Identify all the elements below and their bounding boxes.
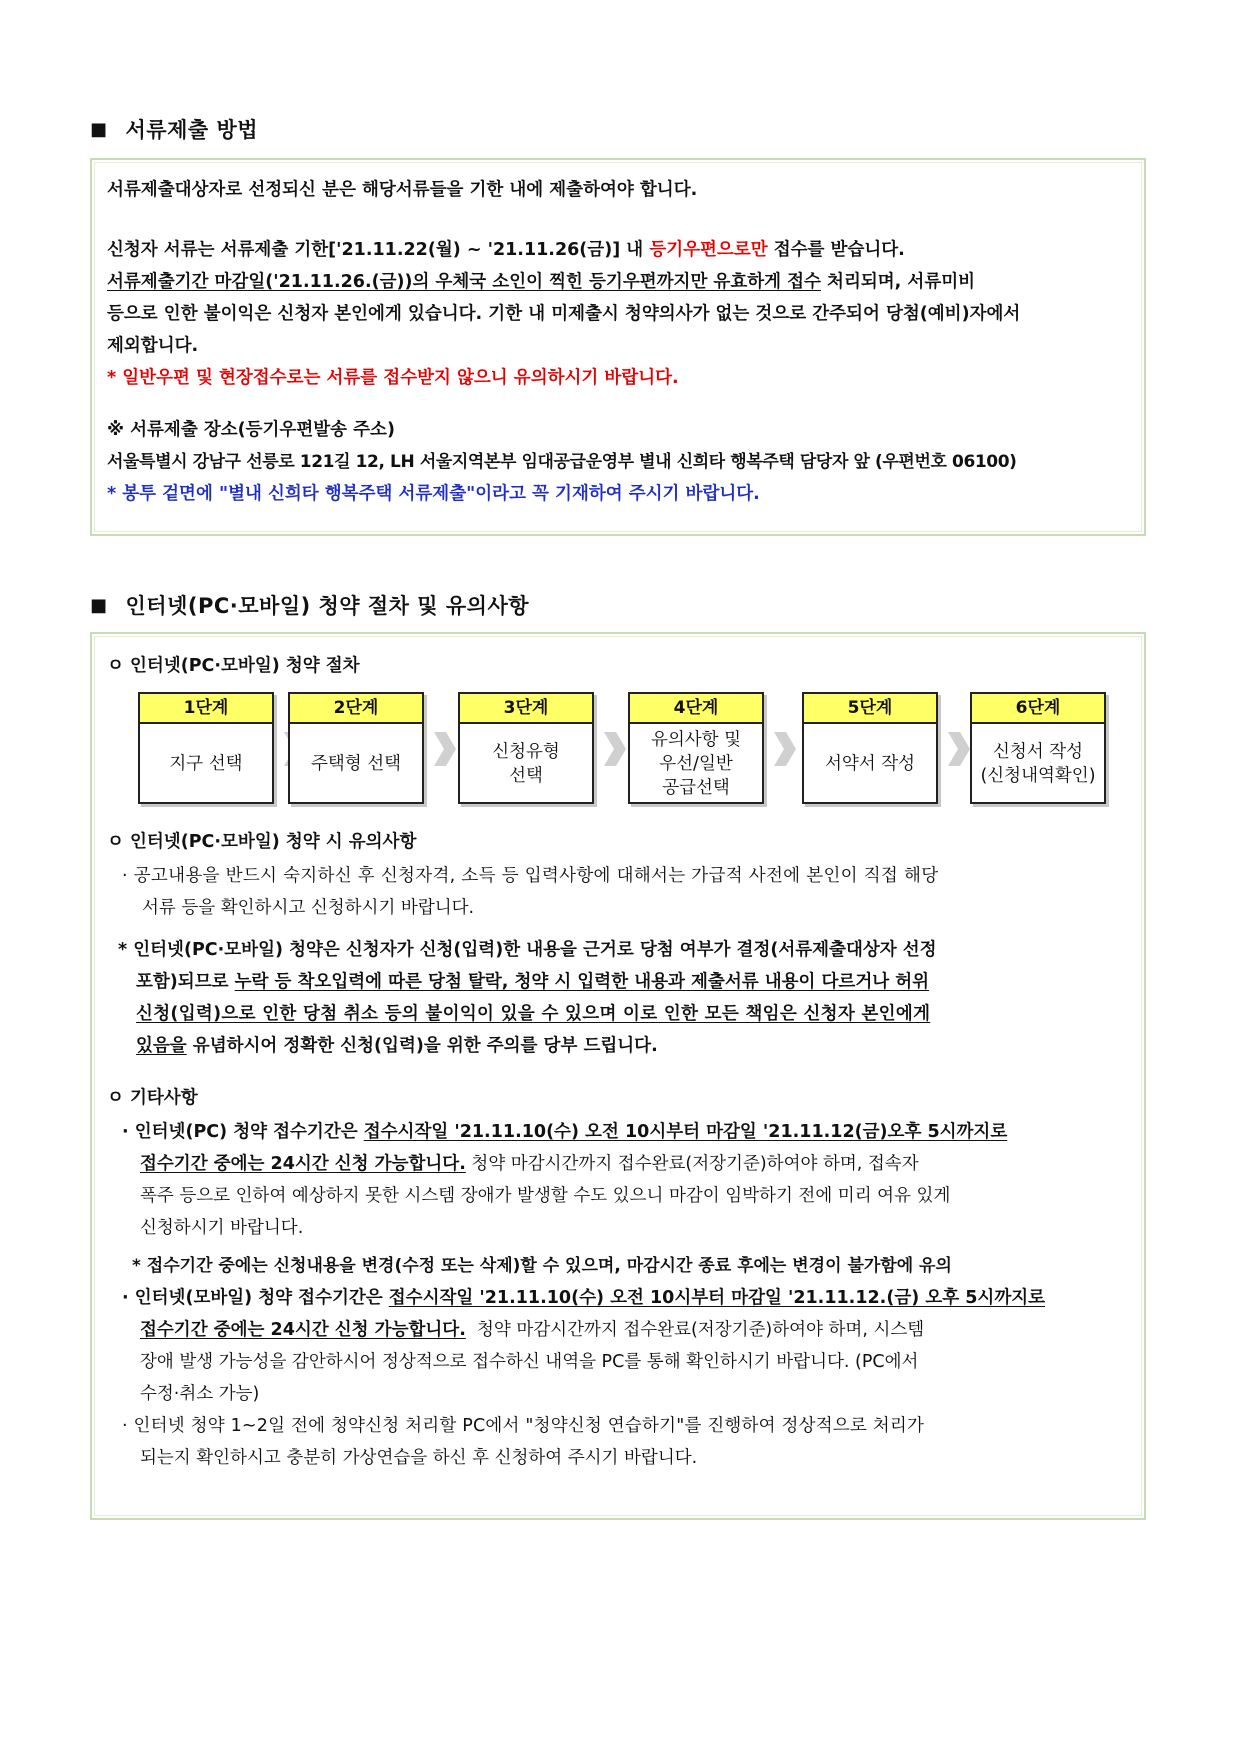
etc-1-line-2: 접수기간 중에는 24시간 신청 가능합니다. 청약 마감시간까지 접수완료(저장기준)하여야 하며, 접속자 bbox=[140, 1154, 919, 1174]
step-6 bbox=[970, 692, 1106, 804]
section-heading-document-submission bbox=[90, 114, 258, 144]
submission-penalty-line: 등으로 인한 불이익은 신청자 본인에게 있습니다. 기한 내 미제출시 청약의사가 없는 것으로 간주되어 당첨(예비)자에서 bbox=[107, 304, 1021, 324]
caution-subtitle: ㅇ 인터넷(PC·모바일) 청약 시 유의사항 bbox=[107, 832, 417, 852]
submission-validity: 서류제출기간 마감일('21.11.26.(금))의 우체국 소인이 찍힌 등기우편까지만 유효하게 접수 처리되며, 서류미비 bbox=[107, 272, 976, 292]
etc-change-note: * 접수기간 중에는 신청내용을 변경(수정 또는 삭제)할 수 있으며, 마감시간 종료 후에는 변경이 불가함에 유의 bbox=[132, 1256, 952, 1276]
section-title: 인터넷(PC·모바일) 청약 절차 및 유의사항 bbox=[125, 594, 530, 618]
etc-2-line-3: 장애 발생 가능성을 감안하시어 정상적으로 접수하신 내역을 PC를 통해 확인하시기 바랍니다. (PC에서 bbox=[140, 1352, 919, 1372]
step-text: 유의사항 및 우선/일반 공급선택 bbox=[650, 730, 742, 798]
caution-2-line-1: * 인터넷(PC·모바일) 청약은 신청자가 신청(입력)한 내용을 근거로 당첨 여부가 결정(서류제출대상자 선정 bbox=[118, 940, 937, 960]
internet-application-box bbox=[90, 632, 1146, 1520]
caution-2-line-2: 포함)되므로 누락 등 착오입력에 따른 당첨 탈락, 청약 시 입력한 내용과 제출서류 내용이 다르거나 허위 bbox=[136, 972, 930, 992]
step-label: 3단계 bbox=[460, 694, 592, 724]
etc-3-line-1: · 인터넷 청약 1~2일 전에 청약신청 처리할 PC에서 "청약신청 연습하기"를 진행하여 정상적으로 처리가 bbox=[122, 1416, 925, 1436]
submission-place-title: ※ 서류제출 장소(등기우편발송 주소) bbox=[107, 420, 395, 440]
step-5 bbox=[802, 692, 938, 804]
chevron-right-icon bbox=[946, 730, 972, 768]
chevron-right-icon bbox=[772, 730, 798, 768]
mail-warning: * 일반우편 및 현장접수로는 서류를 접수받지 않으니 유의하시기 바랍니다. bbox=[107, 368, 679, 388]
step-label: 1단계 bbox=[140, 694, 272, 724]
section-title: 서류제출 방법 bbox=[125, 118, 259, 142]
caution-1-line-2: 서류 등을 확인하시고 신청하시기 바랍니다. bbox=[142, 898, 475, 918]
submission-intro: 서류제출대상자로 선정되신 분은 해당서류들을 기한 내에 제출하여야 합니다. bbox=[107, 180, 698, 200]
submission-deadline: 신청자 서류는 서류제출 기한['21.11.22(월) ~ '21.11.26(금)] 내 등기우편으로만 접수를 받습니다. bbox=[107, 240, 905, 260]
submission-exclusion-line: 제외합니다. bbox=[107, 336, 199, 356]
etc-3-line-2: 되는지 확인하시고 충분히 가상연습을 하신 후 신청하여 주시기 바랍니다. bbox=[140, 1448, 698, 1468]
step-3 bbox=[458, 692, 594, 804]
etc-1-line-3: 폭주 등으로 인하여 예상하지 못한 시스템 장애가 발생할 수도 있으니 마감이 임박하기 전에 미리 여유 있게 bbox=[140, 1186, 951, 1206]
section-heading-internet-application bbox=[90, 590, 529, 620]
step-4 bbox=[628, 692, 764, 804]
etc-2-line-4: 수정·취소 가능) bbox=[140, 1384, 260, 1404]
step-1 bbox=[138, 692, 274, 804]
envelope-note: * 봉투 겉면에 "별내 신희타 행복주택 서류제출"이라고 꼭 기재하여 주시기 바랍니다. bbox=[107, 484, 760, 504]
caution-2-line-3: 신청(입력)으로 인한 당첨 취소 등의 불이익이 있을 수 있으며 이로 인한 모든 책임은 신청자 본인에게 bbox=[136, 1004, 931, 1024]
square-bullet-icon: ■ bbox=[90, 118, 108, 140]
submission-info-box bbox=[90, 158, 1146, 536]
chevron-right-icon bbox=[432, 730, 458, 768]
step-label: 4단계 bbox=[630, 694, 762, 724]
step-text: 지구 선택 bbox=[169, 754, 243, 774]
caution-1-line-1: · 공고내용을 반드시 숙지하신 후 신청자격, 소득 등 입력사항에 대해서는 가급적 사전에 본인이 직접 해당 bbox=[122, 866, 939, 886]
step-text: 서약서 작성 bbox=[824, 754, 916, 774]
etc-subtitle: ㅇ 기타사항 bbox=[107, 1088, 198, 1108]
caution-2-line-4: 있음을 유념하시어 정확한 신청(입력)을 위한 주의를 당부 드립니다. bbox=[136, 1036, 658, 1056]
step-text: 신청유형 선택 bbox=[492, 742, 560, 786]
etc-2-line-1: · 인터넷(모바일) 청약 접수기간은 접수시작일 '21.11.10(수) 오전 10시부터 마감일 '21.11.12.(금) 오후 5시까지로 bbox=[122, 1288, 1046, 1308]
submission-address: 서울특별시 강남구 선릉로 121길 12, LH 서울지역본부 임대공급운영부 별내 신희타 행복주택 담당자 앞 (우편번호 06100) bbox=[107, 452, 1017, 472]
step-2 bbox=[288, 692, 424, 804]
step-label: 6단계 bbox=[972, 694, 1104, 724]
etc-1-line-4: 신청하시기 바랍니다. bbox=[140, 1218, 304, 1238]
square-bullet-icon: ■ bbox=[90, 594, 108, 616]
etc-2-line-2: 접수기간 중에는 24시간 신청 가능합니다. 청약 마감시간까지 접수완료(저장기준)하여야 하며, 시스템 bbox=[140, 1320, 925, 1340]
chevron-right-icon bbox=[602, 730, 628, 768]
step-text: 신청서 작성 (신청내역확인) bbox=[980, 742, 1096, 786]
step-label: 5단계 bbox=[804, 694, 936, 724]
procedure-subtitle: ㅇ 인터넷(PC·모바일) 청약 절차 bbox=[107, 656, 360, 676]
etc-1-line-1: · 인터넷(PC) 청약 접수기간은 접수시작일 '21.11.10(수) 오전 10시부터 마감일 '21.11.12(금)오후 5시까지로 bbox=[122, 1122, 1008, 1142]
step-label: 2단계 bbox=[290, 694, 422, 724]
step-text: 주택형 선택 bbox=[310, 754, 402, 774]
